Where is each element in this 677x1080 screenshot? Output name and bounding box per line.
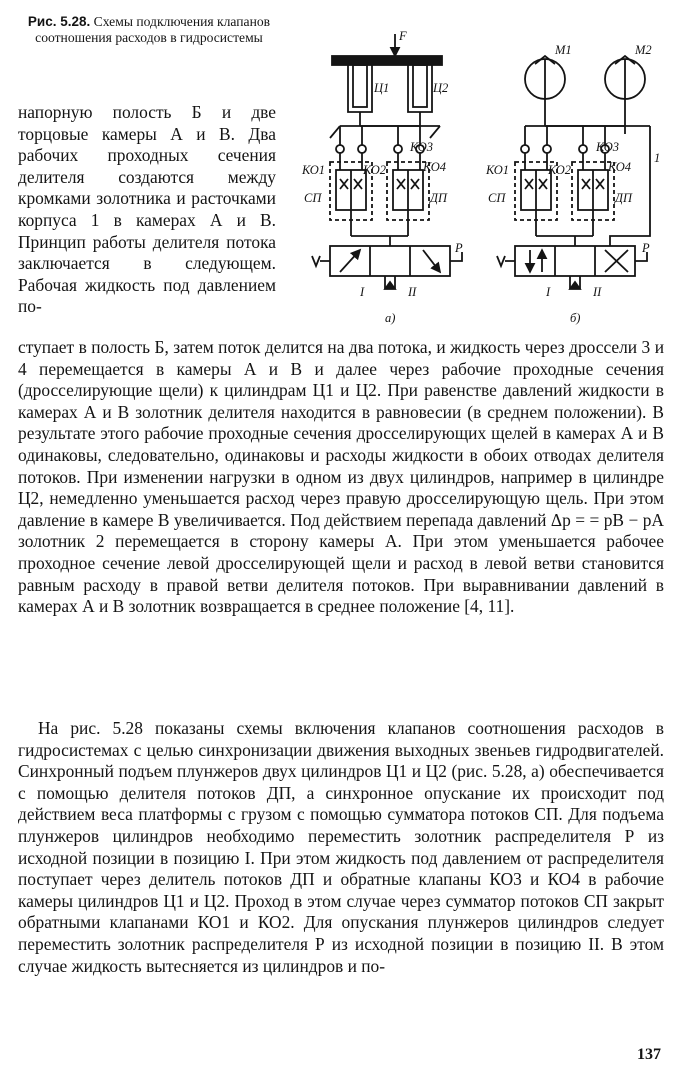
label-sp-a: СП [304, 191, 322, 205]
figure-caption-text: Схемы подключения клапанов соотношения расходов в гидросистемы [35, 14, 271, 45]
paragraph-1-narrow: напорную полость Б и две торцовые камеры А и В. Два рабочих проходных сечения делителя создаются между кромками золотника и расточками корпуса 1 в камерах А и В. Принцип работы делителя потока заключается в следующем. Рабочая жидкость под давлением по- [18, 102, 276, 317]
label-p-a: Р [455, 241, 463, 255]
label-cyl2-a: Ц2 [433, 81, 449, 95]
figure-caption-label: Рис. 5.28. [27, 14, 91, 29]
paragraph-2: На рис. 5.28 показаны схемы включения клапанов соотношения расходов в гидросистемах с целью синхронизации движения выходных звеньев гидродвигателей. Синхронный подъем плунжеров двух цилиндров Ц1 и Ц2 (рис. 5.28, а) обеспечивается с помощью делителя потоков ДП, а синхронное опускание их происходит под действием веса платформы с грузом с помощью сумматора потоков СП. Для подъема плунжеров цилиндров необходимо переместить золотник распределителя Р из исходной позиции в позицию I. При этом жидкость под давлением от распределителя поступает через делитель потоков ДП и обратные клапаны КО3 и КО4 в рабочие камеры цилиндров Ц1 и Ц2. Проход в этом случае через сумматор потоков СП закрыт обратными клапанами КО1 и КО2. Для опускания плунжеров цилиндров следует переместить золотник распределителя Р из исходной позиции в позицию II. В этом случае жидкость вытесняется из цилиндров и по- [18, 718, 664, 976]
label-pos1-b: I [546, 285, 551, 299]
label-cyl1-a: Ц1 [374, 81, 390, 95]
label-pos2-b: II [593, 285, 602, 299]
figure-caption [18, 14, 280, 45]
label-dp-a: ДП [430, 191, 447, 205]
label-ko4-b: КО4 [608, 160, 631, 174]
label-motor2: М2 [635, 43, 652, 57]
label-sub-b: б) [570, 311, 581, 325]
page-number: 137 [637, 1046, 661, 1063]
label-ko3-a: КО3 [410, 140, 433, 154]
label-ko2-a: КО2 [363, 163, 386, 177]
label-ko3-b: КО3 [596, 140, 619, 154]
label-ko2-b: КО2 [548, 163, 571, 177]
label-dp-b: ДП [615, 191, 632, 205]
paragraph-1-wide: ступает в полость Б, затем поток делится на два потока, и жидкость через дроссели 3 и 4 перемещается в камеры А и В и далее через рабочие проходные сечения (дросселирующие щели) к цилиндрам Ц1 и Ц2. При равенстве давлений жидкости в камерах А и В золотник делителя находится в равновесии (в среднем положении). В результате этого рабочие проходные сечения дросселирующих щелей в камерах А и В одинаковы, следовательно, одинаковы и расходы жидкости в обоих отводах делителя потоков. При изменении нагрузки в одном из двух цилиндров, например в цилиндре Ц2, немедленно уменьшается расход через правую дросселирующую щель. При этом давление в камере В увеличивается. Под действием перепада давлений Δp = = pB − pA золотник 2 перемещается в сторону камеры А. При этом уменьшается рабочее проходное сечение левой дросселирующей щели и расход в левой ветви становится равным расходу в правой ветви делителя потоков. При выравнивании давлений в камерах А и В золотник возвращается в среднее положение [4, 11]. [18, 337, 664, 617]
label-pos2-a: II [408, 285, 417, 299]
label-ko1-a: КО1 [302, 163, 325, 177]
label-line-one: 1 [654, 151, 661, 165]
label-pos1-a: I [360, 285, 365, 299]
label-ko1-b: КО1 [486, 163, 509, 177]
label-sp-b: СП [488, 191, 506, 205]
label-sub-a: а) [385, 311, 396, 325]
label-ko4-a: КО4 [423, 160, 446, 174]
label-p-b: Р [642, 241, 650, 255]
label-force: F [399, 29, 407, 43]
label-motor1: М1 [555, 43, 572, 57]
hydraulic-schemes-figure [290, 14, 670, 344]
